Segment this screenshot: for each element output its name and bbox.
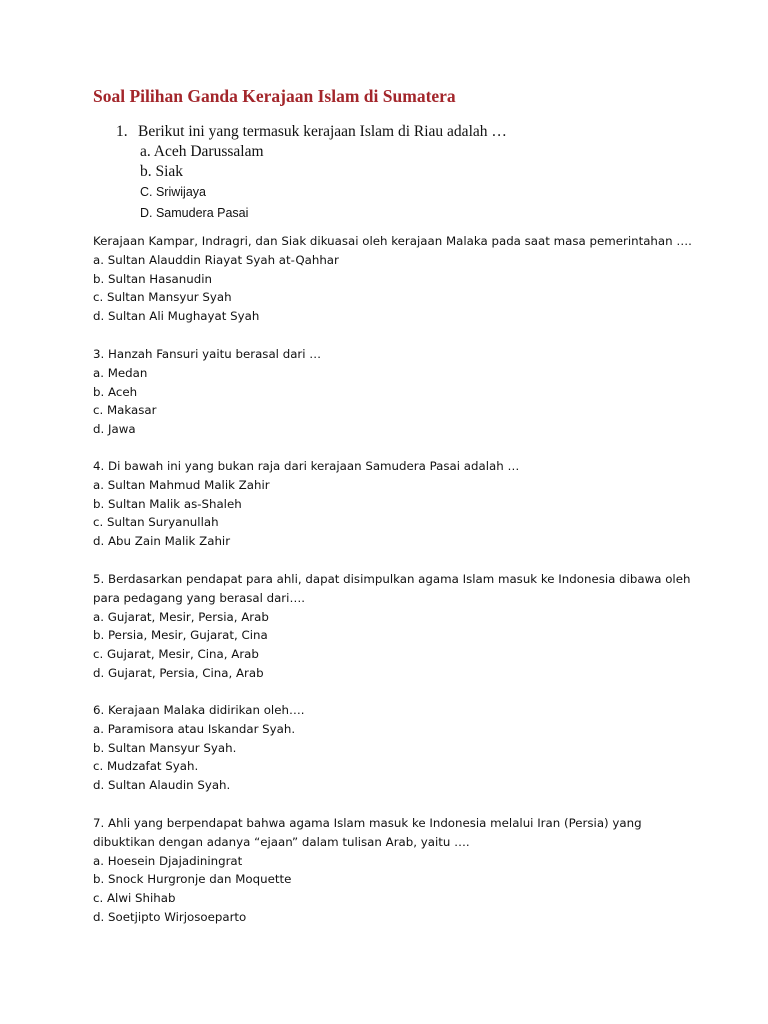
question-6-option-a: a. Paramisora atau Iskandar Syah. [93,721,296,736]
question-5-option-c: c. Gujarat, Mesir, Cina, Arab [93,647,259,662]
question-4-option-b: b. Sultan Malik as-Shaleh [93,496,242,511]
question-4-option-c: c. Sultan Suryanullah [93,515,219,530]
question-6-stem: 6. Kerajaan Malaka didirikan oleh…. [93,703,305,717]
question-7-stem-line-2: dibuktikan dengan adanya “ejaan” dalam tulisan Arab, yaitu …. [93,834,470,849]
question-5-stem-line-2: para pedagang yang berasal dari…. [93,590,305,605]
question-6-option-b: b. Sultan Mansyur Syah. [93,740,237,755]
question-3-option-b: b. Aceh [93,384,138,399]
question-6-option-d: d. Sultan Alaudin Syah. [93,778,231,793]
question-2-option-a: a. Sultan Alauddin Riayat Syah at-Qahhar [93,252,339,267]
question-5-stem-line-1: 5. Berdasarkan pendapat para ahli, dapat disimpulkan agama Islam masuk ke Indonesia dibawa oleh [93,572,691,586]
question-7-option-c: c. Alwi Shihab [93,891,176,906]
question-2 [93,232,692,326]
question-7-option-d: d. Soetjipto Wirjosoeparto [93,909,247,924]
question-6 [93,701,305,795]
document-title: Soal Pilihan Ganda Kerajaan Islam di Sumatera [93,86,456,106]
question-2-option-b: b. Sultan Hasanudin [93,271,212,286]
question-3 [93,345,321,439]
question-7-option-a: a. Hoesein Djajadiningrat [93,853,243,868]
question-5-option-b: b. Persia, Mesir, Gujarat, Cina [93,628,268,643]
question-5 [93,570,690,683]
question-3-option-a: a. Medan [93,365,148,380]
question-1-number: 1. [116,123,128,140]
question-2-option-c: c. Sultan Mansyur Syah [93,290,232,305]
question-7 [93,814,642,927]
question-5-option-a: a. Gujarat, Mesir, Persia, Arab [93,609,269,624]
question-1-option-c: C. Sriwijaya [140,185,206,199]
question-2-stem: Kerajaan Kampar, Indragri, dan Siak dikuasai oleh kerajaan Malaka pada saat masa pemerintahan …. [93,234,692,248]
question-3-option-d: d. Jawa [93,422,136,437]
question-5-option-d: d. Gujarat, Persia, Cina, Arab [93,665,264,680]
question-3-stem: 3. Hanzah Fansuri yaitu berasal dari … [93,347,322,361]
question-1-option-b: b. Siak [140,163,184,180]
question-4 [93,457,519,551]
question-3-option-c: c. Makasar [93,403,157,418]
question-7-option-b: b. Snock Hurgronje dan Moquette [93,872,292,887]
question-6-option-c: c. Mudzafat Syah. [93,759,199,774]
question-4-option-a: a. Sultan Mahmud Malik Zahir [93,477,270,492]
question-4-option-d: d. Abu Zain Malik Zahir [93,534,231,549]
question-1-option-d: D. Samudera Pasai [140,206,249,220]
question-4-stem: 4. Di bawah ini yang bukan raja dari kerajaan Samudera Pasai adalah … [93,459,520,473]
question-7-stem-line-1: 7. Ahli yang berpendapat bahwa agama Islam masuk ke Indonesia melalui Iran (Persia) yang [93,816,642,830]
question-1-option-a: a. Aceh Darussalam [140,143,264,160]
question-2-option-d: d. Sultan Ali Mughayat Syah [93,309,260,324]
question-1-stem: Berikut ini yang termasuk kerajaan Islam di Riau adalah … [138,123,507,140]
